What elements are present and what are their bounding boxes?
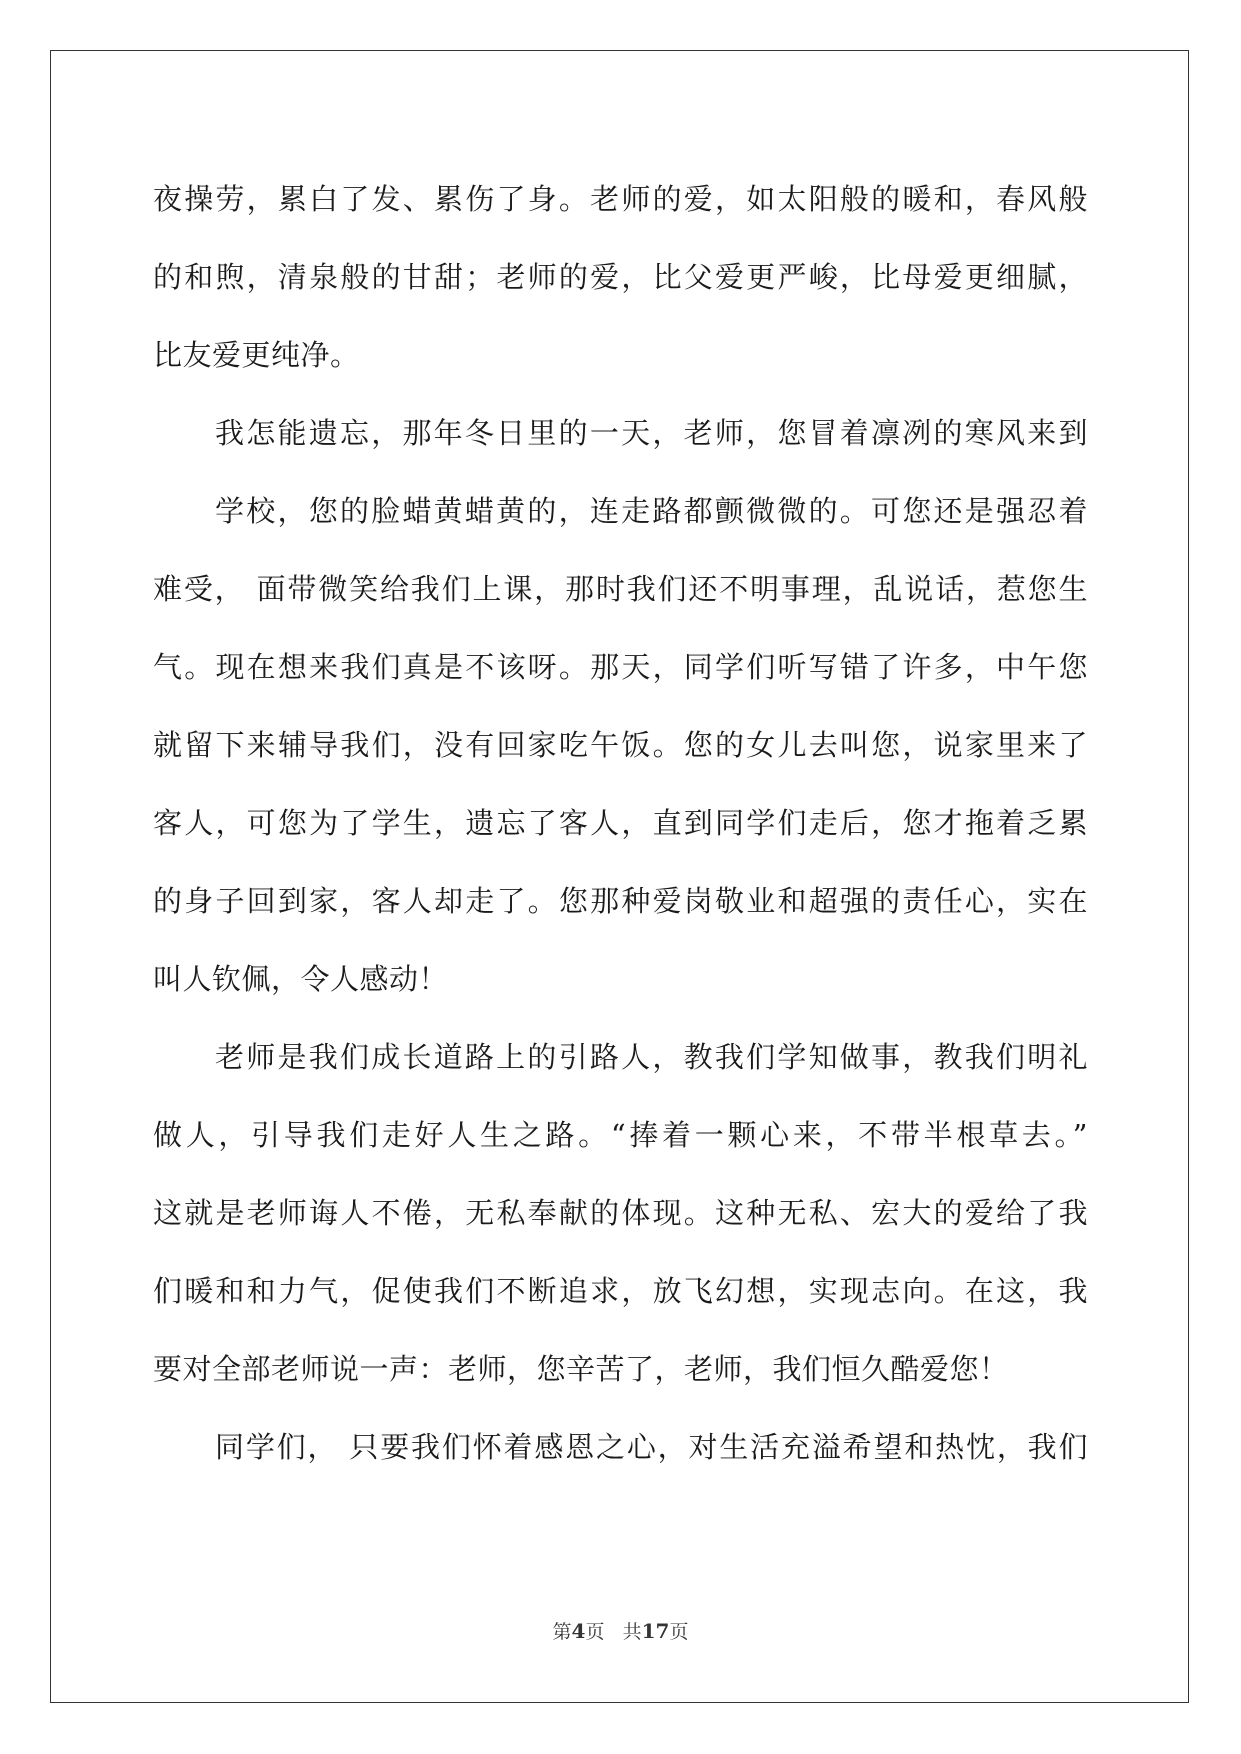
text-line: 气。现在想来我们真是不该呀。那天，同学们听写错了许多，中午您 <box>153 650 1088 684</box>
paragraph-start-line: 我怎能遗忘，那年冬日里的一天，老师，您冒着凛冽的寒风来到 <box>215 416 1088 450</box>
text-line: 夜操劳，累白了发、累伤了身。老师的爱，如太阳般的暖和，春风般 <box>153 182 1088 216</box>
footer-suffix: 页 <box>669 1621 689 1643</box>
total-page-number: 17 <box>641 1619 670 1643</box>
text-line: 客人，可您为了学生，遗忘了客人，直到同学们走后，您才拖着乏累 <box>153 806 1088 840</box>
text-line: 叫人钦佩，令人感动！ <box>153 962 449 996</box>
paragraph-start-line: 同学们， 只要我们怀着感恩之心，对生活充溢希望和热忱，我们 <box>215 1430 1088 1464</box>
paragraph-start-line: 老师是我们成长道路上的引路人，教我们学知做事，教我们明礼 <box>215 1040 1088 1074</box>
text-line: 难受， 面带微笑给我们上课，那时我们还不明事理，乱说话，惹您生 <box>153 572 1088 606</box>
footer-prefix: 第 <box>552 1621 572 1643</box>
current-page-number: 4 <box>571 1619 586 1643</box>
text-line: 的和煦，清泉般的甘甜；老师的爱，比父爱更严峻，比母爱更细腻， <box>153 260 1088 294</box>
document-body <box>153 160 1088 1486</box>
text-line: 比友爱更纯净。 <box>153 338 360 372</box>
footer-middle: 页 共 <box>585 1621 642 1643</box>
text-line: 这就是老师诲人不倦，无私奉献的体现。这种无私、宏大的爱给了我 <box>153 1196 1088 1230</box>
page-number-footer <box>0 1617 1241 1644</box>
text-line: 做人，引导我们走好人生之路。“捧着一颗心来，不带半根草去。” <box>153 1118 1088 1152</box>
text-line: 学校，您的脸蜡黄蜡黄的，连走路都颤微微的。可您还是强忍着 <box>215 494 1088 528</box>
text-line: 就留下来辅导我们，没有回家吃午饭。您的女儿去叫您，说家里来了 <box>153 728 1088 762</box>
text-line: 的身子回到家，客人却走了。您那种爱岗敬业和超强的责任心，实在 <box>153 884 1088 918</box>
text-line: 们暖和和力气，促使我们不断追求，放飞幻想，实现志向。在这，我 <box>153 1274 1088 1308</box>
text-line: 要对全部老师说一声：老师，您辛苦了，老师，我们恒久酷爱您！ <box>153 1352 1009 1386</box>
